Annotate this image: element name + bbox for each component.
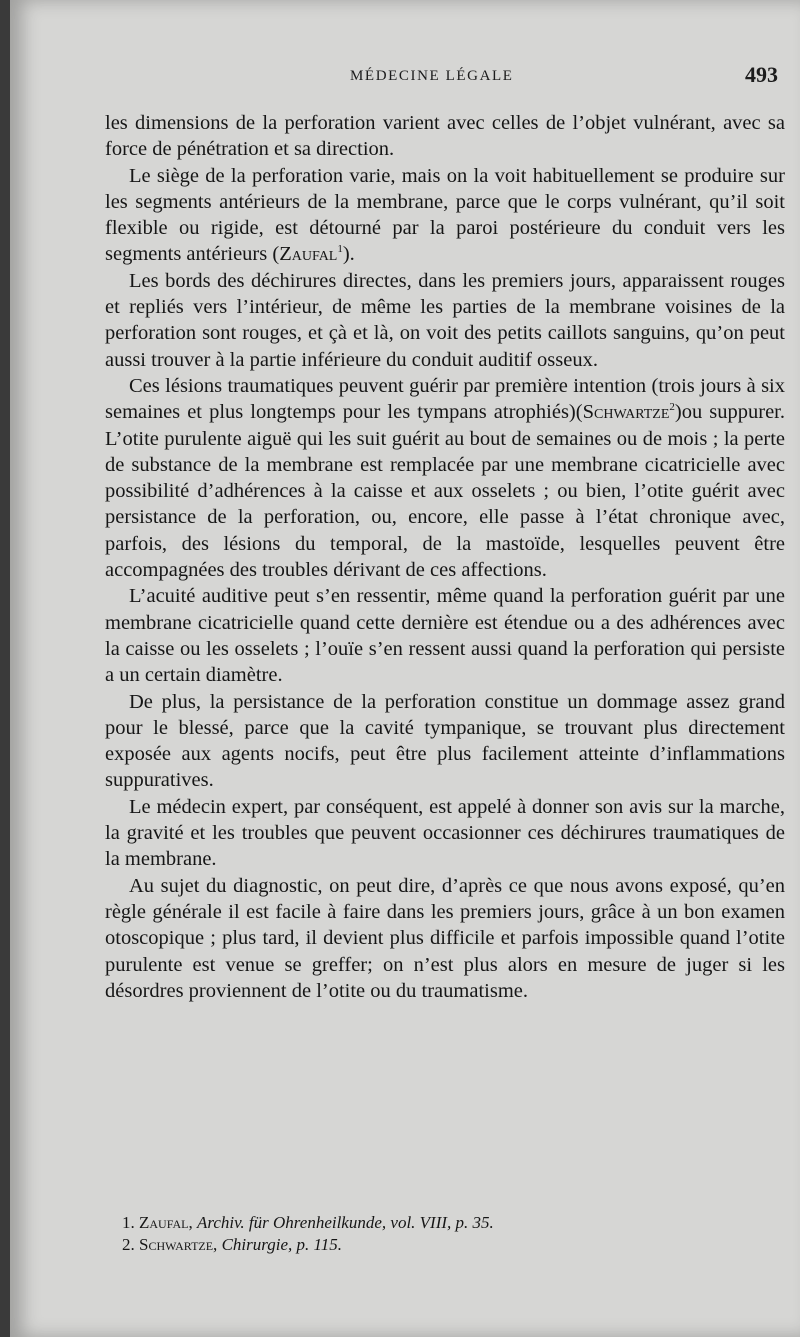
paragraph-text: Le siège de la perforation varie, mais on la voit habituellement se produire sur les segments antérieurs de la membrane, parce que le corps vulnérant, qu’il soit flexible ou rigide, est détourné par la paroi postérieure du conduit vers les segments antérieurs ( <box>105 164 785 266</box>
citation-author: Zaufal <box>279 243 338 266</box>
paragraph: Les bords des déchirures directes, dans les premiers jours, apparaissent rouges et repliés vers l’intérieur, de même les parties de la membrane voisines de la perforation sont rouges, et çà et là, on voit des petits caillots sanguins, qu’on peut aussi trouver à la partie inférieure du conduit auditif osseux. <box>105 269 785 371</box>
footnotes <box>122 1212 762 1256</box>
paragraph: les dimensions de la perforation varient avec celles de l’objet vulnérant, avec sa force de pénétration et sa direction. <box>105 112 785 161</box>
paragraph: Au sujet du diagnostic, on peut dire, d’après ce que nous avons exposé, qu’en règle générale il est facile à faire dans les premiers jours, grâce à un bon examen otoscopique ; plus tard, il devient plus difficile et parfois impossible quand l’otite purulente est venue se greffer; on n’est plus alors en mesure de juger si les désordres proviennent de l’otite ou du traumatisme. <box>105 874 785 1002</box>
paragraph: L’acuité auditive peut s’en ressentir, même quand la perforation guérit par une membrane cicatricielle quand cette dernière est étendue ou a des adhérences avec la caisse ou les osselets ; l’ouïe s’en ressent aussi quand la perforation qui persiste a un certain diamètre. <box>105 585 785 687</box>
footnote-author: Schwartze, <box>139 1235 218 1254</box>
footnote <box>122 1212 762 1234</box>
page-number: 493 <box>745 62 778 87</box>
footnote-ref: 2 <box>669 401 675 414</box>
page-header <box>10 60 800 96</box>
paragraph-text: )ou suppurer. L’otite purulente aiguë qui les suit guérit au bout de semaines ou de mois ; la perte de substance de la membrane est remplacée par une membrane cicatricielle avec possibilité d’adhérences à la caisse et aux osselets ; ou bien, l’otite guérit avec persistance de la perforation, ou, encore, elle passe à l’état chronique avec, parfois, des lésions du temporal, de la mastoïde, lesquelles peuvent être accompagnées des troubles dérivant de ces affections. <box>105 401 785 582</box>
footnote-number: 2. <box>122 1235 135 1254</box>
footnote-author: Zaufal, <box>139 1213 193 1232</box>
footnote-ref: 1 <box>337 243 343 256</box>
paragraph: De plus, la persistance de la perforation constitue un dommage assez grand pour le blessé, parce que la cavité tympanique, se trouvant plus directement exposée aux agents nocifs, peut être plus facilement atteinte d’inflammations suppuratives. <box>105 690 785 792</box>
footnote-text: Archiv. für Ohrenheilkunde, vol. VIII, p. 35. <box>197 1213 494 1232</box>
citation-author: Schwartze <box>582 401 670 424</box>
paragraph-text: Ces lésions traumatiques peuvent guérir par première intention (trois jours à six semaines et plus longtemps pour les tympans atrophiés)( <box>105 374 785 424</box>
running-head: MÉDECINE LÉGALE <box>350 68 514 84</box>
footnote <box>122 1234 762 1256</box>
paragraph <box>105 163 785 268</box>
paragraph-text: ). <box>342 243 355 266</box>
footnote-number: 1. <box>122 1213 135 1232</box>
paragraph <box>105 373 785 583</box>
book-page <box>10 0 800 1337</box>
footnote-text: Chirurgie, p. 115. <box>221 1235 342 1254</box>
body-text <box>105 110 785 1004</box>
paragraph: Le médecin expert, par conséquent, est appelé à donner son avis sur la marche, la gravité et les troubles que peuvent occasionner ces déchirures traumatiques de la membrane. <box>105 795 785 871</box>
